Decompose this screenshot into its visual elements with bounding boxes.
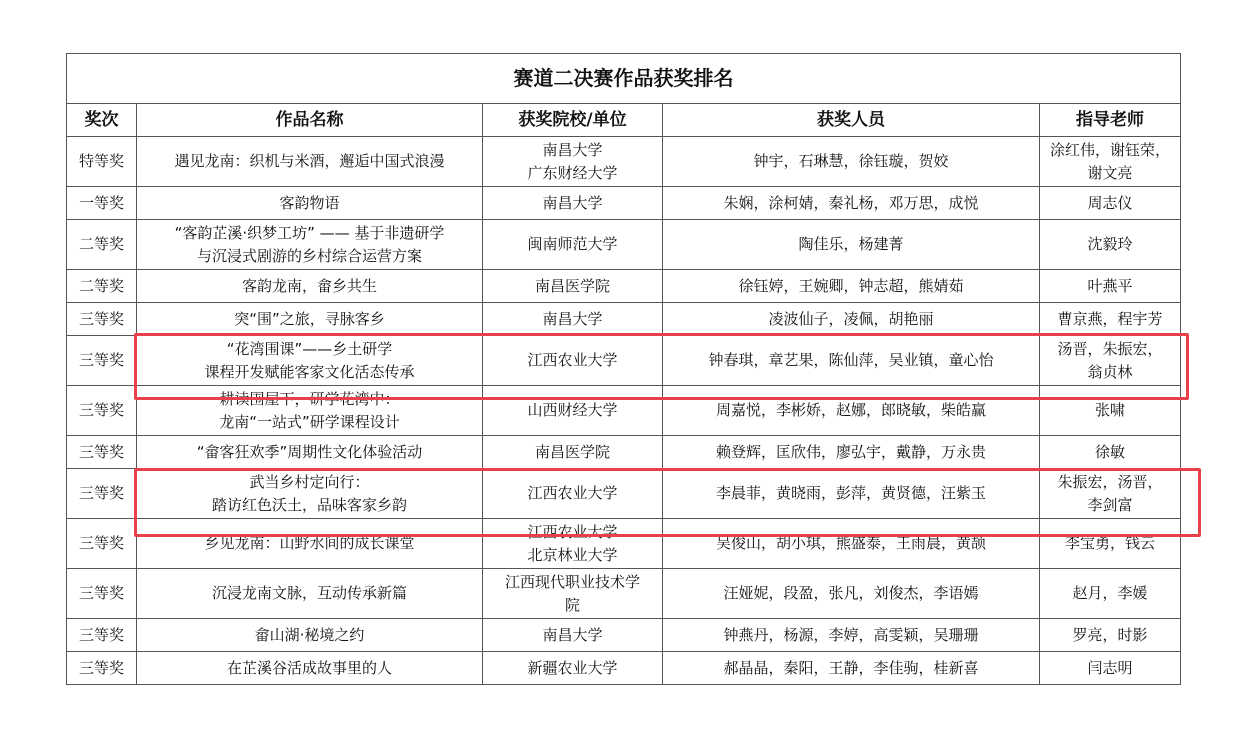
- rank-cell: 三等奖: [67, 469, 137, 519]
- school-cell-line: 南昌医学院: [534, 276, 610, 295]
- work-cell: [137, 652, 483, 685]
- school-cell-line: 北京林业大学: [527, 545, 618, 564]
- work-cell-line: 突“围”之旅，寻脉客乡: [234, 309, 385, 328]
- header-school: 获奖院校/单位: [483, 104, 663, 137]
- advisors-cell: [1040, 652, 1181, 685]
- header-advisors: 指导老师: [1040, 104, 1181, 137]
- school-cell-line: 闽南师范大学: [527, 235, 618, 253]
- members-cell: 徐钰婷，王婉卿，钟志超，熊婧茹: [663, 270, 1040, 303]
- work-cell: [137, 187, 483, 220]
- school-cell-line: 南昌大学: [542, 140, 603, 159]
- table-row: [67, 569, 1181, 619]
- school-cell-line: 江西农业大学: [527, 484, 618, 502]
- school-cell: [483, 386, 663, 436]
- header-rank: 奖次: [67, 104, 137, 137]
- table-row: [67, 137, 1181, 187]
- rank-cell: 三等奖: [67, 519, 137, 569]
- header-members: 获奖人员: [663, 104, 1040, 137]
- rank-cell: 二等奖: [67, 270, 137, 303]
- table-row: [67, 652, 1181, 685]
- school-cell-line: 南昌大学: [542, 309, 603, 328]
- work-cell: [137, 303, 483, 336]
- school-cell-line: 山西财经大学: [527, 401, 618, 419]
- members-cell: 赖登辉，匡欣伟，廖弘宇，戴静，万永贵: [663, 436, 1040, 469]
- school-cell-line: 江西农业大学: [527, 522, 618, 541]
- rank-cell: 特等奖: [67, 137, 137, 187]
- school-cell: [483, 270, 663, 303]
- advisors-cell: [1040, 569, 1181, 619]
- advisors-cell: [1040, 386, 1181, 436]
- advisors-cell-line: 曹京燕，程宇芳: [1057, 309, 1163, 328]
- advisors-cell-line: 李宝勇，钱云: [1064, 534, 1155, 552]
- rank-cell: 三等奖: [67, 569, 137, 619]
- table-title: 赛道二决赛作品获奖排名: [67, 54, 1181, 104]
- members-cell: 钟春琪，章艺果，陈仙萍，吴业镇，童心怡: [663, 336, 1040, 386]
- table-body: [67, 137, 1181, 685]
- members-cell: 陶佳乐，杨建菁: [663, 220, 1040, 270]
- members-cell: 郝晶晶，秦阳，王静，李佳驹，桂新喜: [663, 652, 1040, 685]
- header-row: [67, 104, 1181, 137]
- school-cell: [483, 619, 663, 652]
- award-ranking-table: [66, 53, 1181, 685]
- table-row: [67, 619, 1181, 652]
- work-cell-line: 客韵物语: [279, 193, 340, 212]
- work-cell-line: 课程开发赋能客家文化活态传承: [204, 362, 415, 381]
- advisors-cell-line: 张啸: [1094, 401, 1125, 419]
- advisors-cell: [1040, 469, 1181, 519]
- advisors-cell-line: 周志仪: [1087, 193, 1133, 212]
- advisors-cell-line: 闫志明: [1087, 658, 1133, 677]
- rank-cell: 三等奖: [67, 436, 137, 469]
- table-row: [67, 436, 1181, 469]
- school-cell: [483, 220, 663, 270]
- work-cell-line: 客韵龙南，畲乡共生: [241, 276, 377, 295]
- advisors-cell-line: 徐敏: [1094, 442, 1125, 461]
- advisors-cell-line: 涂红伟，谢钰荣，: [1049, 140, 1170, 159]
- advisors-cell: [1040, 137, 1181, 187]
- school-cell: [483, 436, 663, 469]
- advisors-cell-line: 罗亮，时影: [1072, 625, 1148, 644]
- work-cell: [137, 336, 483, 386]
- school-cell: [483, 569, 663, 619]
- school-cell: [483, 652, 663, 685]
- work-cell-line: 与沉浸式剧游的乡村综合运营方案: [196, 246, 422, 265]
- rank-cell: 二等奖: [67, 220, 137, 270]
- work-cell: [137, 469, 483, 519]
- advisors-cell: [1040, 519, 1181, 569]
- school-cell: [483, 519, 663, 569]
- school-cell: [483, 303, 663, 336]
- work-cell-line: 沉浸龙南文脉，互动传承新篇: [211, 584, 407, 602]
- members-cell: 吴俊山，胡小琪，熊盛泰，王雨晨，黄颉: [663, 519, 1040, 569]
- work-cell-line: “畲客狂欢季”周期性文化体验活动: [196, 442, 423, 461]
- work-cell: [137, 270, 483, 303]
- advisors-cell-line: 赵月，李媛: [1072, 584, 1148, 602]
- members-cell: 钟燕丹，杨源，李婷，高雯颖，吴珊珊: [663, 619, 1040, 652]
- advisors-cell: [1040, 270, 1181, 303]
- table-row: [67, 303, 1181, 336]
- advisors-cell: [1040, 220, 1181, 270]
- rank-cell: 三等奖: [67, 619, 137, 652]
- advisors-cell: [1040, 336, 1181, 386]
- work-cell: [137, 220, 483, 270]
- work-cell-line: 遇见龙南：织机与米酒，邂逅中国式浪漫: [174, 152, 445, 170]
- work-cell-line: 畲山湖·秘境之约: [254, 625, 365, 644]
- advisors-cell-line: 李剑富: [1087, 495, 1133, 514]
- rank-cell: 三等奖: [67, 303, 137, 336]
- work-cell-line: 龙南“一站式”研学课程设计: [219, 412, 400, 431]
- work-cell-line: 乡见龙南：山野水间的成长课堂: [204, 534, 415, 552]
- advisors-cell-line: 沈毅玲: [1087, 235, 1133, 253]
- table-row: [67, 386, 1181, 436]
- school-cell: [483, 336, 663, 386]
- advisors-cell: [1040, 303, 1181, 336]
- work-cell-line: 武当乡村定向行：: [249, 472, 370, 491]
- work-cell: [137, 519, 483, 569]
- rank-cell: 三等奖: [67, 386, 137, 436]
- advisors-cell-line: 谢文亮: [1087, 163, 1133, 182]
- table-row: [67, 519, 1181, 569]
- work-cell: [137, 137, 483, 187]
- school-cell-line: 广东财经大学: [527, 163, 618, 182]
- advisors-cell: [1040, 436, 1181, 469]
- work-cell-line: 在芷溪谷活成故事里的人: [226, 658, 392, 677]
- work-cell: [137, 619, 483, 652]
- work-cell: [137, 436, 483, 469]
- school-cell-line: 南昌大学: [542, 193, 603, 212]
- advisors-cell-line: 汤晋，朱振宏，: [1057, 339, 1163, 358]
- members-cell: 朱娴，涂柯婧，秦礼杨，邓万思，成悦: [663, 187, 1040, 220]
- table-row: [67, 469, 1181, 519]
- school-cell-line: 南昌医学院: [534, 442, 610, 461]
- members-cell: 钟宇，石琳慧，徐钰璇，贺姣: [663, 137, 1040, 187]
- members-cell: 汪娅妮，段盈，张凡，刘俊杰，李语嫣: [663, 569, 1040, 619]
- work-cell-line: “客韵芷溪·织梦工坊” —— 基于非遗研学: [174, 223, 445, 242]
- rank-cell: 三等奖: [67, 652, 137, 685]
- school-cell-line: 南昌大学: [542, 625, 603, 644]
- school-cell: [483, 137, 663, 187]
- school-cell: [483, 187, 663, 220]
- school-cell-line: 江西农业大学: [527, 351, 618, 369]
- advisors-cell: [1040, 187, 1181, 220]
- table-row: [67, 187, 1181, 220]
- advisors-cell-line: 叶燕平: [1087, 276, 1133, 295]
- members-cell: 李晨菲，黄晓雨，彭萍，黄贤德，汪紫玉: [663, 469, 1040, 519]
- header-work: 作品名称: [137, 104, 483, 137]
- school-cell: [483, 469, 663, 519]
- work-cell: [137, 386, 483, 436]
- advisors-cell-line: 朱振宏，汤晋，: [1057, 472, 1163, 491]
- school-cell-line: 新疆农业大学: [527, 658, 618, 677]
- school-cell-line: 院: [564, 595, 580, 614]
- advisors-cell: [1040, 619, 1181, 652]
- table-row: [67, 220, 1181, 270]
- members-cell: 凌波仙子，凌佩，胡艳丽: [663, 303, 1040, 336]
- table-row: [67, 270, 1181, 303]
- members-cell: 周嘉悦，李彬娇，赵娜，郎晓敏，柴皓赢: [663, 386, 1040, 436]
- table-row: [67, 336, 1181, 386]
- work-cell-line: 耕读围屋下，研学花湾中：: [219, 389, 400, 408]
- work-cell-line: 踏访红色沃土，品味客家乡韵: [211, 495, 407, 514]
- advisors-cell-line: 翁贞林: [1087, 362, 1133, 381]
- rank-cell: 三等奖: [67, 336, 137, 386]
- work-cell: [137, 569, 483, 619]
- rank-cell: 一等奖: [67, 187, 137, 220]
- work-cell-line: “花湾围课”——乡土研学: [226, 339, 393, 358]
- school-cell-line: 江西现代职业技术学: [504, 572, 640, 591]
